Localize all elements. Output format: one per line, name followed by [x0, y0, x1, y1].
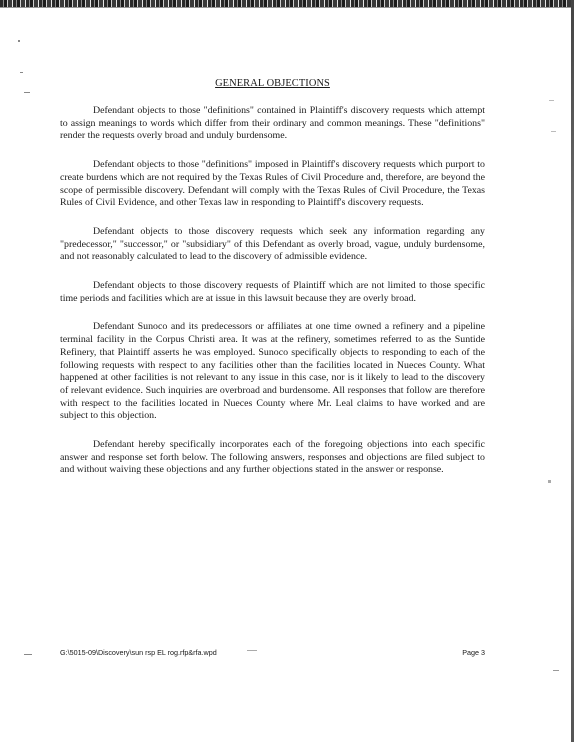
paragraph-definitions-meaning: Defendant objects to those "definitions" contained in Plaintiff's discovery requests which attempt to assign meanings to words which differ from their ordinary and common meanings. These "definitions" render the requests overly broad and unduly burdensome.	[60, 105, 485, 142]
paragraph-time-periods: Defendant objects to those discovery requests of Plaintiff which are not limited to those specific time periods and facilities which are at issue in this lawsuit because they are overly broad.	[60, 280, 485, 304]
scan-artifact-strip	[0, 0, 574, 7]
scan-speck	[553, 670, 559, 671]
scan-speck	[548, 480, 551, 483]
scan-speck	[20, 72, 23, 73]
paragraph-definitions-burdens: Defendant objects to those "definitions" imposed in Plaintiff's discovery requests which purport to create burdens which are not required by the Texas Rules of Civil Procedure and, therefore, are beyond the scope of permissible discovery. Defendant will comply with the Texas Rules of Civil Procedure, the Texas Rules of Civil Evidence, and other Texas law in responding to Plaintiff's discovery requests.	[60, 159, 485, 209]
footer-file-path: G:\5015-09\Discovery\sun rsp EL rog.rfp&rfa.wpd	[60, 648, 217, 657]
scan-speck	[247, 650, 257, 651]
scan-speck	[24, 654, 32, 655]
paragraph-incorporation: Defendant hereby specifically incorporates each of the foregoing objections into each specific answer and response set forth below. The following answers, responses and objections are filed subject to and without waiving these objections and any further objections stated in the answer or response.	[60, 439, 485, 476]
scan-speck	[24, 92, 30, 93]
scan-speck	[18, 40, 20, 42]
paragraph-predecessor: Defendant objects to those discovery requests which seek any information regarding any "predecessor," "successor," or "subsidiary" of this Defendant as overly broad, vague, unduly burdensome, and not reasonably calculated to lead to the discovery of admissible evidence.	[60, 225, 485, 263]
document-page	[60, 78, 485, 493]
scan-speck	[551, 131, 556, 132]
paragraph-facilities: Defendant Sunoco and its predecessors or affiliates at one time owned a refinery and a pipeline terminal facility in the Corpus Christi area. It was at the refinery, sometimes referred to as the Suntide Refinery, that Plaintiff asserts he was employed. Sunoco specifically objects to responding to each of the following requests with respect to any facilities other than the facilities located in Nueces County. What happened at other facilities is not relevant to any issue in this case, nor is it likely to lead to the discovery of relevant evidence. Such inquiries are overbroad and burdensome. All responses that follow are therefore with respect to the facilities located in Nueces County where Mr. Leal claims to have worked and are subject to this objection.	[60, 321, 485, 422]
footer-page-number: Page 3	[462, 648, 485, 657]
section-heading: GENERAL OBJECTIONS	[215, 78, 330, 89]
scan-speck	[549, 100, 554, 101]
